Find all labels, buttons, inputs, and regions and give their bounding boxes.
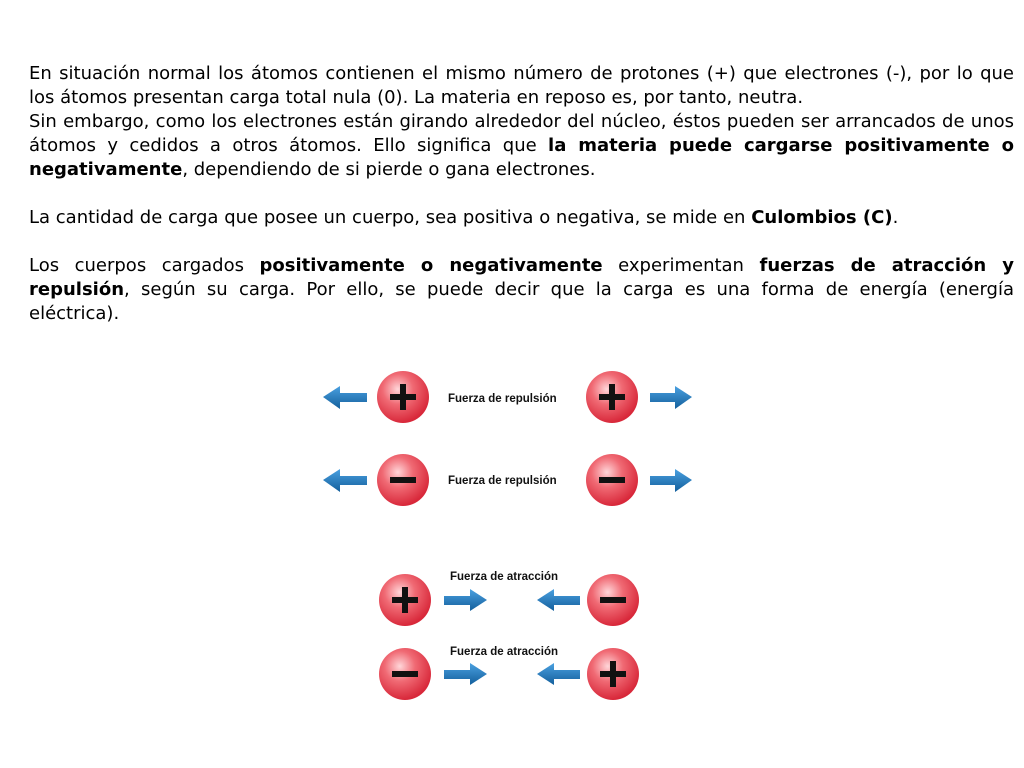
paragraph-4-tail: , según su carga. Por ello, se puede decir que la carga es una forma de energía (energía eléctrica). xyxy=(29,279,1014,324)
right-arrow-icon xyxy=(444,589,487,611)
repulsion-row-negative xyxy=(323,454,692,506)
attraction-row-1 xyxy=(379,571,639,626)
paragraph-3-tail: . xyxy=(892,207,899,228)
minus-icon xyxy=(392,671,418,677)
paragraph-1-text: En situación normal los átomos contienen el mismo número de protones (+) que electrones (-), por lo que los átomos presentan carga total nula (0). La materia en reposo es, por tanto, neutra. xyxy=(29,63,1014,108)
paragraph-3-bold: Culombios (C) xyxy=(751,207,893,228)
left-arrow-icon xyxy=(537,663,580,685)
minus-icon xyxy=(600,597,626,603)
left-arrow-icon xyxy=(323,469,367,492)
paragraph-4-bold-1: positivamente o negativamente xyxy=(259,255,603,276)
repulsion-label: Fuerza de repulsión xyxy=(448,393,557,405)
paragraph-2-bold: la materia puede cargarse positivamente o negativamente xyxy=(29,135,1015,180)
paragraph-3-text: La cantidad de carga que posee un cuerpo, sea positiva o negativa, se mide en xyxy=(29,207,752,228)
paragraph-4-text: Los cuerpos cargados xyxy=(29,255,260,276)
paragraph-2-tail: , dependiendo de si pierde o gana electrones. xyxy=(182,159,596,180)
attraction-label: Fuerza de atracción xyxy=(450,571,559,583)
repulsion-row-positive xyxy=(323,371,692,423)
paragraph-4-bold-2: fuerzas de atracción y repulsión xyxy=(29,255,1014,300)
paragraph-4-mid: experimentan xyxy=(602,255,760,276)
attraction-label: Fuerza de atracción xyxy=(450,646,559,658)
right-arrow-icon xyxy=(650,469,692,492)
left-arrow-icon xyxy=(323,386,367,409)
right-arrow-icon xyxy=(444,663,487,685)
attraction-row-2 xyxy=(379,646,639,700)
paragraph-2-text: Sin embargo, como los electrones están girando alrededor del núcleo, éstos pueden ser arrancados de unos átomos y cedidos a otros átomos. Ello significa que xyxy=(29,111,1014,156)
right-arrow-icon xyxy=(650,386,692,409)
minus-icon xyxy=(599,477,625,483)
left-arrow-icon xyxy=(537,589,580,611)
minus-icon xyxy=(390,477,416,483)
repulsion-label: Fuerza de repulsión xyxy=(448,475,557,487)
